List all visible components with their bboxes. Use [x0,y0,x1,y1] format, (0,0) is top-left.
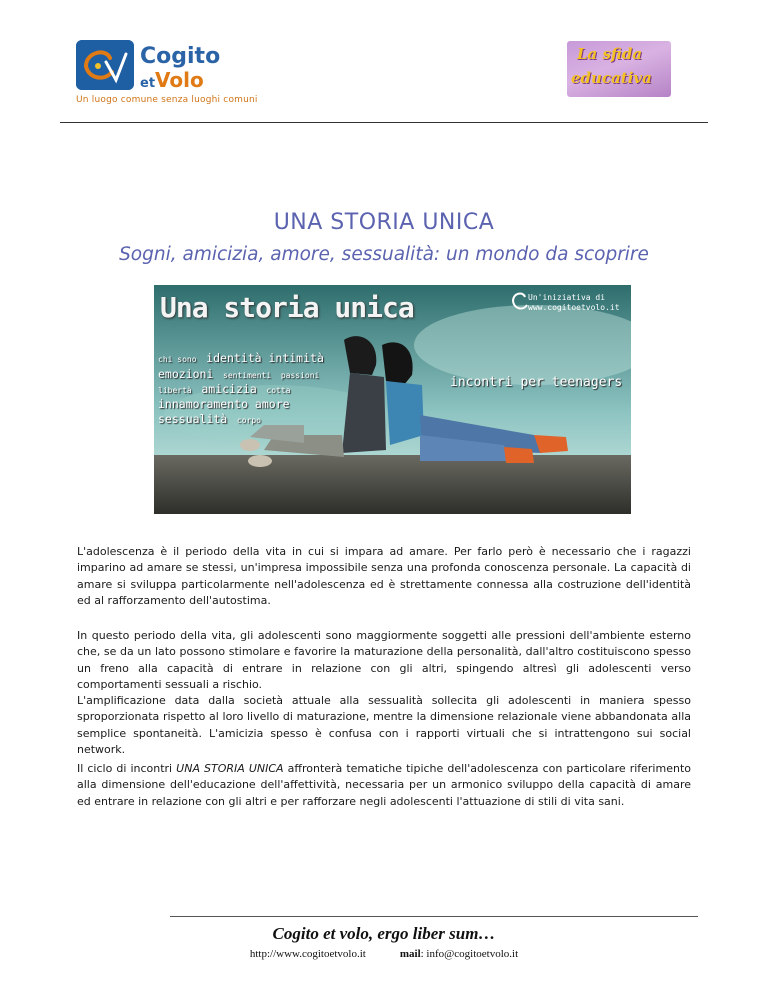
banner-tagline: incontri per teenagers [450,375,623,390]
kw-liberta: libertà [158,386,192,395]
banner-initiative-url: www.cogitoetvolo.it [528,303,620,312]
kw-chi-sono: chi sono [158,355,197,364]
paragraph-program [77,761,691,810]
kw-passioni: passioni [280,371,320,380]
kw-cotta: cotta [266,386,291,395]
banner-keywords-1 [158,349,324,365]
banner-title: Una storia unica [160,291,414,324]
banner-keywords-3 [158,380,290,396]
banner-image [154,285,631,514]
program-pre: Il ciclo di incontri [77,762,177,775]
footer-contacts [0,948,768,960]
brand-volo: Volo [155,68,204,92]
paragraph-context-b: L'amplificazione data dalla società attuale alla sessualità sollecita gli adolescenti in maniera spesso sproporzionata rispetto al loro livello di maturazione, mentre la dimensione relazionale viene abbandonata alla semplice spontaneità. L'amicizia spesso è confusa con i rapporti virtuali che si intrattengono sui social network. [77,694,691,757]
banner-initiative-line1: Un'iniziativa di [528,293,606,302]
logo-icon [76,40,134,90]
brand-name-line2 [140,68,204,92]
program-post: affronterà tematiche tipiche dell'adolescenza con particolare riferimento alla dimensione dell'educazione dell'affettività, necessaria per un armonico sviluppo della capacità di amare ed entrare in relazione con gli altri e per rafforzare negli adolescenti l'attuazione di stili di vita sani. [77,762,691,808]
badge-line2: educativa [571,69,652,87]
program-title-italic: UNA STORIA UNICA [176,762,284,775]
brand-cogito: Cogito [140,44,221,69]
kw-emozioni: emozioni [158,367,214,381]
paragraph-context [77,628,691,758]
brand-et: et [140,76,156,91]
banner-keywords-2 [158,365,319,381]
kw-identita-intimita: identità intimità [206,351,324,365]
kw-innamoramento-amore: innamoramento amore [158,397,290,411]
header-divider [60,122,708,123]
footer-website-link[interactable]: http://www.cogitoetvolo.it [249,948,366,960]
banner-initiative [528,293,620,313]
kw-corpo: corpo [236,416,261,425]
footer-divider [170,916,698,917]
brand-tagline: Un luogo comune senza luoghi comuni [76,95,258,105]
kw-sessualita: sessualità [158,412,228,426]
badge-line1: La sfida [577,45,643,63]
footer-mail-link[interactable]: : info@cogitoetvolo.it [420,948,519,960]
footer-mail-label: mail [399,948,421,960]
page-title: UNA STORIA UNICA [273,210,495,235]
paragraph-intro: L'adolescenza è il periodo della vita in cui si impara ad amare. Per farlo però è necessario che i ragazzi imparino ad amare se stessi, un'impresa impossibile senza una profonda conoscenza personale. La capacità di amare si sviluppa particolarmente nell'adolescenza ed è strettamente connessa alla costruzione dell'identità ed al rafforzamento dell'autostima. [77,545,691,607]
brand-name [140,44,220,69]
banner-keywords-4 [158,395,290,411]
paragraph-context-a: In questo periodo della vita, gli adolescenti sono maggiormente soggetti alle pressioni dell'ambiente esterno che, se da un lato possono stimolare e favorire la maturazione della personalità, dall'altro costituiscono spesso un freno alla capacità di entrare in relazione con gli altri, spingendo altresì gli adolescenti verso comportamenti sessuali a rischio. [77,629,691,691]
footer-motto: Cogito et volo, ergo liber sum… [272,924,496,943]
kw-sentimenti: sentimenti [223,371,272,380]
kw-amicizia: amicizia [201,382,257,396]
page-subtitle: Sogni, amicizia, amore, sessualità: un mondo da scoprire [119,244,649,265]
banner-keywords-5 [158,410,261,426]
sfida-educativa-logo [567,41,671,97]
